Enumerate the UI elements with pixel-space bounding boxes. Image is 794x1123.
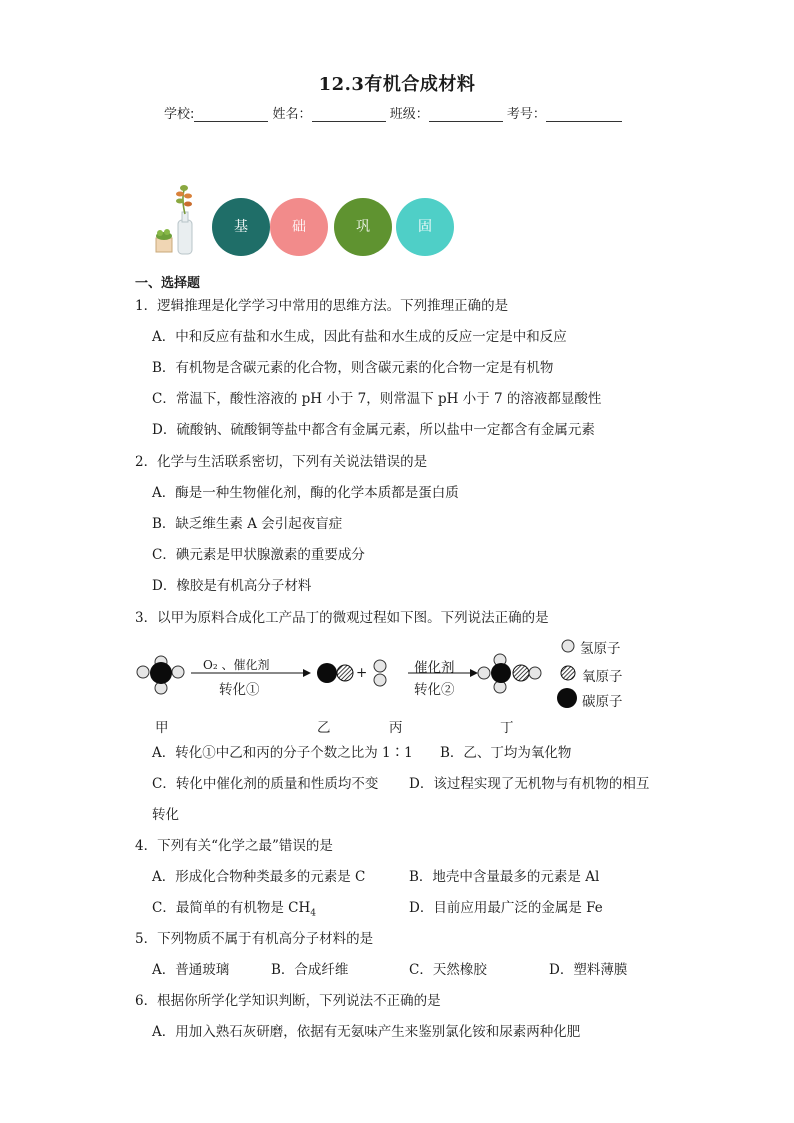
arrow-1-top-label: O₂ 、催化剂	[203, 658, 270, 672]
q1-option-b: B．有机物是含碳元素的化合物，则含碳元素的化合物一定是有机物	[152, 360, 554, 376]
molecule-jia	[137, 656, 184, 694]
q5-stem: 5．下列物质不属于有机高分子材料的是	[135, 931, 374, 947]
q3-option-c: C．转化中催化剂的质量和性质均不变	[152, 776, 379, 792]
class-label: 班级：	[389, 107, 429, 122]
label-ding: 丁	[500, 720, 514, 736]
legend-carbon: 碳原子	[582, 694, 623, 710]
q4-option-b: B．地壳中含量最多的元素是 Al	[409, 869, 600, 885]
q6-option-a: A．用加入熟石灰研磨，依据有无氨味产生来鉴别氯化铵和尿素两种化肥	[152, 1024, 581, 1040]
q4-option-c-subscript: 4	[310, 908, 316, 919]
q1-option-c: C．常温下，酸性溶液的 pH 小于 7，则常温下 pH 小于 7 的溶液都显酸性	[152, 391, 602, 407]
q6-stem: 6．根据你所学化学知识判断，下列说法不正确的是	[135, 993, 441, 1009]
q2-option-a: A．酶是一种生物催化剂，酶的化学本质都是蛋白质	[152, 485, 459, 501]
plus-sign: +	[356, 665, 368, 681]
plant-vase-icon	[152, 182, 207, 257]
banner-circle-1: 基	[212, 198, 270, 256]
q2-option-d: D．橡胶是有机高分子材料	[152, 578, 312, 594]
q4-option-d: D．目前应用最广泛的金属是 Fe	[409, 900, 603, 916]
q2-option-b: B．缺乏维生素 A 会引起夜盲症	[152, 516, 343, 532]
arrow-1-bottom-label: 转化①	[219, 682, 260, 698]
q3-option-d-continued: 转化	[152, 807, 179, 823]
school-label: 学校:	[164, 107, 195, 122]
q4-option-a: A．形成化合物种类最多的元素是 C	[152, 869, 366, 885]
class-blank	[429, 107, 503, 122]
name-blank	[312, 107, 386, 122]
q1-option-a: A．中和反应有盐和水生成，因此有盐和水生成的反应一定是中和反应	[152, 329, 567, 345]
exam-no-blank	[546, 107, 622, 122]
student-info-line	[164, 103, 622, 122]
legend-oxygen: 氧原子	[582, 669, 623, 685]
q5-option-a: A．普通玻璃	[152, 962, 230, 978]
q3-option-a: A．转化①中乙和丙的分子个数之比为 1∶1	[152, 745, 413, 761]
molecule-yi	[317, 663, 353, 683]
q4-stem: 4．下列有关“化学之最”错误的是	[135, 838, 333, 854]
q5-option-c: C．天然橡胶	[409, 962, 487, 978]
banner-circle-4: 固	[396, 198, 454, 256]
label-jia: 甲	[155, 720, 169, 736]
school-blank	[194, 107, 268, 122]
q5-option-b: B．合成纤维	[271, 962, 349, 978]
q2-stem: 2．化学与生活联系密切，下列有关说法错误的是	[135, 454, 428, 470]
q5-option-d: D．塑料薄膜	[549, 962, 628, 978]
legend-carbon-symbol	[557, 688, 577, 708]
arrow-2-bottom-label: 转化②	[414, 682, 455, 698]
section-heading: 一、选择题	[135, 276, 201, 291]
q1-stem: 1．逻辑推理是化学学习中常用的思维方法。下列推理正确的是	[135, 298, 509, 314]
q3-option-b: B．乙、丁均为氧化物	[440, 745, 572, 761]
reaction-diagram	[0, 630, 794, 730]
name-label: 姓名：	[272, 107, 312, 122]
arrow-2-top-label: 催化剂	[414, 660, 455, 676]
q3-stem: 3．以甲为原料合成化工产品丁的微观过程如下图。下列说法正确的是	[135, 610, 549, 626]
q3-option-d: D．该过程实现了无机物与有机物的相互	[409, 776, 650, 792]
page-title: 12.3有机合成材料	[318, 74, 476, 95]
q1-option-d: D．硫酸钠、硫酸铜等盐中都含有金属元素，所以盐中一定都含有金属元素	[152, 422, 595, 438]
legend-hydrogen-symbol	[562, 640, 574, 652]
q2-option-c: C．碘元素是甲状腺激素的重要成分	[152, 547, 365, 563]
banner-circle-3: 巩	[334, 198, 392, 256]
legend-hydrogen: 氢原子	[580, 641, 621, 657]
label-yi: 乙	[317, 720, 331, 736]
molecule-ding	[478, 654, 541, 693]
label-bing: 丙	[389, 720, 403, 736]
molecule-bing	[374, 660, 386, 686]
legend-oxygen-symbol	[561, 666, 575, 680]
exam-no-label: 考号：	[506, 107, 546, 122]
q4-option-c: C．最简单的有机物是 $CH_4$	[152, 900, 316, 919]
banner-circle-2: 础	[270, 198, 328, 256]
